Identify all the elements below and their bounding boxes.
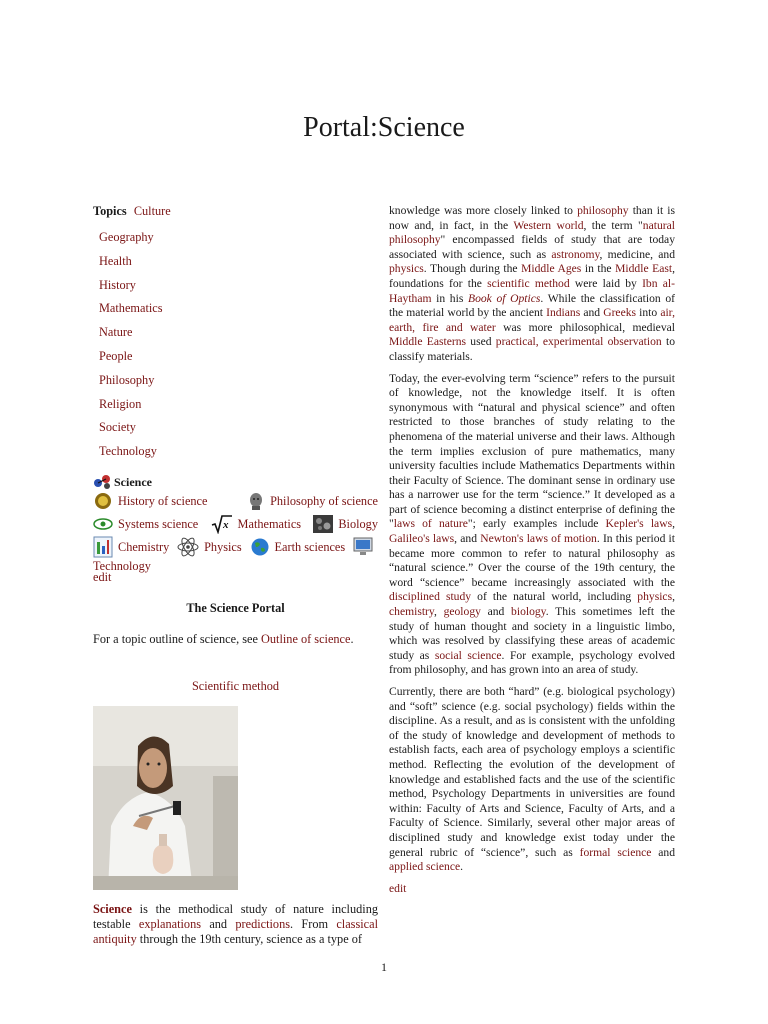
classical-antiquity-link[interactable]: classical antiquity [93, 916, 378, 946]
history-globe-icon [93, 492, 113, 510]
explanations-link[interactable]: explanations [138, 916, 202, 931]
list-item [93, 440, 378, 464]
nav-item-systems-science [93, 517, 198, 532]
philosophy-of-science-link[interactable]: Philosophy of science [270, 493, 378, 508]
text-span: and [201, 916, 236, 931]
text-span: of the natural world, including [471, 590, 638, 604]
systems-science-link[interactable]: Systems science [118, 516, 199, 531]
atom-icon [177, 536, 199, 558]
applied-science-link[interactable]: applied science [389, 860, 461, 874]
scientific-method-heading [93, 679, 378, 694]
topic-link-mathematics[interactable]: Mathematics [99, 301, 163, 316]
list-item [93, 345, 378, 369]
nav-item-mathematics [211, 514, 302, 534]
chemistry-link[interactable]: Chemistry [118, 539, 170, 554]
chemistry-discipline-link[interactable]: chemistry [389, 605, 434, 619]
text-span: Today, the ever-evolving term “science” refers to the pursuit of knowledge, not the knowledge itself. It is often synonymous with “natural and physical science” and often restricted to those branches of study relating to the phenomena of the material universe and their laws. Although the term implies exclusion of pure mathematics, many university faculties include Mathematics Departments within their Faculty of Science. The dominant sense in ordinary use has a narrower use for the term “science.” It developed as a part of science becoming a distinct enterprise of defining the " [389, 371, 675, 531]
topic-list [93, 226, 378, 464]
text-span: , the term " [583, 218, 643, 232]
topic-link-people[interactable]: People [99, 348, 133, 363]
outline-period: . [350, 631, 354, 646]
topic-link-history[interactable]: History [99, 277, 136, 292]
text-span: and [480, 605, 512, 619]
nav-item-history-of-science [93, 492, 207, 510]
portal-heading: The Science Portal [186, 600, 285, 615]
right-column [389, 204, 675, 903]
middle-easterns-link[interactable]: Middle Easterns [389, 335, 467, 349]
philosophy-link[interactable]: philosophy [577, 204, 629, 217]
predictions-link[interactable]: predictions [235, 916, 291, 931]
indians-link[interactable]: Indians [546, 306, 581, 320]
outline-text: For a topic outline of science, see [93, 631, 262, 646]
nav-item-philosophy-of-science [247, 492, 378, 510]
biology-discipline-link[interactable]: biology [511, 605, 546, 619]
left-column [93, 204, 378, 947]
list-item [93, 393, 378, 417]
edit-link-right[interactable]: edit [389, 881, 407, 895]
right-edit-row [389, 882, 675, 897]
text-span: , [433, 605, 444, 619]
topic-link-philosophy[interactable]: Philosophy [99, 372, 155, 387]
text-span: . [460, 860, 464, 874]
atom-molecule-icon [93, 474, 113, 490]
paragraph-current [389, 685, 675, 875]
text-span: " encompassed fields of study that are today associated with science, such as [389, 233, 675, 261]
scientific-method-link[interactable]: Scientific method [191, 678, 280, 693]
text-span: were laid by [569, 276, 643, 290]
formal-science-link[interactable]: formal science [579, 845, 652, 859]
topic-link-health[interactable]: Health [99, 253, 132, 268]
text-span: . Though during the [423, 262, 522, 276]
science-bold-link[interactable]: Science [93, 901, 132, 916]
nav-item-physics [177, 536, 242, 558]
computer-monitor-icon [353, 537, 373, 557]
laws-of-nature-link[interactable]: laws of nature [393, 517, 468, 531]
experimental-observation-link[interactable]: practical, experimental observation [495, 335, 662, 349]
newtons-laws-link[interactable]: Newton's laws of motion [480, 532, 597, 546]
text-span: "; early examples include [467, 517, 606, 531]
biology-cells-icon [313, 515, 333, 533]
text-span: in his [431, 291, 468, 305]
book-of-optics-link[interactable]: Book of Optics [468, 291, 541, 305]
topics-header [93, 204, 378, 218]
text-span: , [672, 590, 675, 604]
topic-link-geography[interactable]: Geography [99, 230, 154, 244]
middle-east-link[interactable]: Middle East [615, 262, 673, 276]
topic-link-society[interactable]: Society [99, 420, 136, 435]
text-span: than it is now and, in fact, in the [389, 204, 675, 232]
astronomy-link[interactable]: astronomy [551, 247, 600, 261]
edit-link[interactable]: edit [93, 569, 112, 584]
galileos-laws-link[interactable]: Galileo's laws [389, 532, 455, 546]
page-title: Portal:Science [303, 112, 465, 143]
topic-link-religion[interactable]: Religion [99, 396, 142, 411]
middle-ages-link[interactable]: Middle Ages [521, 262, 582, 276]
science-nav-row [93, 536, 378, 559]
systems-eye-icon [93, 517, 113, 531]
text-span: used [466, 335, 496, 349]
text-span: , and [454, 532, 481, 546]
science-nav-heading [93, 474, 378, 490]
physics-text-link[interactable]: physics [389, 262, 424, 276]
nav-item-technology-icon [353, 537, 378, 557]
technology-link[interactable]: Technology [93, 558, 151, 573]
square-root-icon [211, 514, 233, 534]
text-span: , medicine, and [599, 247, 675, 261]
ibn-al-haytham-link[interactable]: Ibn al-Haytham [389, 276, 675, 305]
paragraph-history [389, 204, 675, 365]
philosopher-bust-icon [247, 492, 265, 510]
biology-link[interactable]: Biology [338, 516, 378, 531]
list-item [93, 297, 378, 321]
keplers-laws-link[interactable]: Kepler's laws [605, 517, 673, 531]
outline-line [93, 632, 378, 647]
natural-philosophy-link[interactable]: natural philosophy [389, 218, 675, 247]
nav-item-biology [313, 515, 378, 533]
nav-item-earth-sciences [250, 537, 346, 557]
history-of-science-link[interactable]: History of science [118, 493, 208, 508]
topic-link-technology[interactable]: Technology [99, 444, 157, 459]
text-span: through the 19th century, science as a type of [136, 931, 362, 946]
text-span: . This sometimes left the study of human thought and society in a linguistic limbo, which was resolved by classifying these areas of academic study as [389, 605, 675, 662]
physics-link[interactable]: Physics [204, 539, 242, 554]
physics-discipline-link[interactable]: physics [637, 590, 673, 604]
earth-sciences-link[interactable]: Earth sciences [274, 539, 346, 554]
science-nav-row [93, 513, 378, 536]
list-item [93, 226, 378, 250]
greeks-link[interactable]: Greeks [603, 306, 637, 320]
text-span: . While the classification of the material world by the ancient [389, 291, 675, 320]
text-span: , foundations for the [389, 262, 675, 290]
text-span: to classify materials. [389, 335, 675, 363]
list-item [93, 416, 378, 440]
text-span: into [636, 306, 661, 320]
disciplined-study-link[interactable]: disciplined study [389, 590, 472, 604]
western-world-link[interactable]: Western world [513, 218, 584, 232]
text-span: and [580, 306, 604, 320]
outline-of-science-link[interactable]: Outline of science [261, 631, 351, 646]
text-span: . In this period it became more common to refer to natural philosophy as “natural science.” Over the course of the 19th century, the word “science” became increasingly associated with the [389, 532, 675, 589]
text-span: in the [581, 262, 616, 276]
geology-link[interactable]: geology [443, 605, 481, 619]
science-nav-row [93, 490, 378, 513]
text-span: was more philosophical, medieval [495, 320, 675, 334]
paragraph-modern [389, 372, 675, 678]
classical-elements-link[interactable]: air, earth, fire and water [389, 306, 675, 334]
text-span: . From [290, 916, 337, 931]
svg-text:x: x [222, 519, 229, 532]
topic-link-culture[interactable]: Culture [133, 204, 171, 218]
page-number: 1 [381, 960, 387, 974]
text-span: is the methodical study of nature including testable [93, 901, 378, 931]
list-item [93, 274, 378, 298]
earth-globe-icon [250, 537, 270, 557]
text-span: , [672, 517, 675, 531]
list-item [93, 369, 378, 393]
intro-paragraph [93, 902, 378, 947]
list-item [93, 321, 378, 345]
chemistry-flask-icon [93, 536, 113, 558]
science-nav-title: Science [114, 474, 152, 489]
scientific-method-text-link[interactable]: scientific method [487, 276, 570, 290]
text-span: knowledge was more closely linked to [389, 204, 578, 217]
topics-label: Topics [93, 204, 127, 218]
text-span: Currently, there are both “hard” (e.g. biological psychology) and “soft” science (e.g. social psychology) fields within the discipline. As a result, and as is consistent with the unfolding of the study of knowledge and development of methods to establish facts, each area of psychology employs a scientific method. Reflecting the evolution of the development of knowledge and established facts and the use of the scientific method, Psychology Departments in universities are found within: Faculty of Arts and Science, Faculty of Arts, and a Faculty of Science. Similarly, several other major areas of disciplined study and knowledge exist today under the general rubric of “science”, such as [389, 685, 675, 859]
text-span: . For example, psychology evolved from philosophy, and has grown into an area of study. [389, 648, 675, 677]
list-item [93, 250, 378, 274]
social-science-link[interactable]: social science [434, 648, 502, 662]
text-span: and [651, 845, 675, 859]
nav-item-chemistry [93, 536, 169, 558]
topic-link-nature[interactable]: Nature [99, 325, 133, 340]
mathematics-link[interactable]: Mathematics [237, 516, 302, 531]
lab-photo[interactable] [93, 706, 238, 890]
